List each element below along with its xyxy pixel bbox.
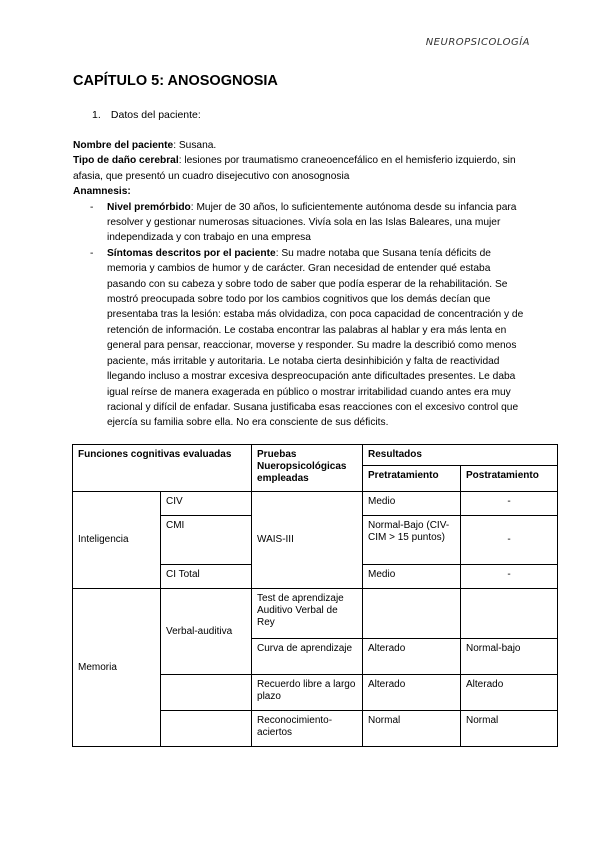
- subfunction-cell: CIV: [161, 492, 252, 516]
- subfunction-cell: CI Total: [161, 565, 252, 589]
- item-label: Nivel premórbido: [107, 201, 191, 213]
- patient-info: [73, 138, 528, 431]
- post-cell: -: [461, 492, 558, 516]
- header-functions: Funciones cognitivas evaluadas: [73, 445, 252, 492]
- function-intelligence: Inteligencia: [73, 492, 161, 589]
- list-item: [73, 200, 528, 246]
- dash-bullet: -: [90, 247, 94, 259]
- test-cell: Reconocimiento-aciertos: [252, 711, 363, 747]
- blank-cell: [161, 675, 252, 711]
- item-label: Síntomas descritos por el paciente: [107, 247, 276, 259]
- blank-cell: [161, 711, 252, 747]
- list-item: [73, 246, 528, 431]
- post-cell: Normal-bajo: [461, 639, 558, 675]
- subfunction-cell: CMI: [161, 516, 252, 565]
- header-post: Postratamiento: [461, 466, 558, 492]
- post-cell: [461, 589, 558, 639]
- pre-cell: Medio: [363, 565, 461, 589]
- pre-cell: [363, 589, 461, 639]
- function-memory: Memoria: [73, 589, 161, 747]
- pre-cell: Alterado: [363, 639, 461, 675]
- test-cell: Test de aprendizaje Auditivo Verbal de Rey: [252, 589, 363, 639]
- table-row: [73, 492, 558, 516]
- item-text: : Su madre notaba que Susana tenía déficits de memoria y cambios de humor y de carácter. Gran necesidad de entender qué estaba pasando con su cabeza y sobre todo de saber que podía esperar de la rehabilitación. Se mostró preocupada sobre todo por los cambios cognitivos que los demás decían que presentaba tras la lesión: estaba más olvidadiza, con poca capacidad de concentración y de retención de información. Le costaba encontrar las palabras al hablar y era más lenta en general para pensar, reaccionar, moverse y responder. Su madre la describió como menos paciente, más irritable y autoritaria. Le notaba cierta desinhibición y falta de reactividad llegando incluso a mostrar excesiva despreocupación ante dificultades presentes. Le daba igual reírse de manera exagerada en público o mostrar irritabilidad cuando antes era muy racional y difícil de enfadar. Susana justificaba esas reacciones con el excesivo control que ejercía su familia sobre ella. No era consciente de sus déficits.: [107, 247, 524, 429]
- dash-bullet: -: [90, 201, 94, 213]
- post-cell: -: [461, 565, 558, 589]
- item-text: : Mujer de 30 años, lo suficientemente autónoma desde su infancia para resolver y gestionar numerosas situaciones. Vivía sola en las Islas Baleares, una mujer independizada y con trabajo en una empresa: [107, 201, 517, 244]
- pre-cell: Medio: [363, 492, 461, 516]
- header-tests: Pruebas Nueropsicológicas empleadas: [252, 445, 363, 492]
- pre-cell: Normal: [363, 711, 461, 747]
- table-row: [73, 589, 558, 639]
- pre-cell: Alterado: [363, 675, 461, 711]
- anamnesis-line: [73, 184, 528, 199]
- patient-name-line: [73, 138, 528, 153]
- patient-name-label: Nombre del paciente: [73, 140, 174, 151]
- anamnesis-label: Anamnesis: [73, 186, 128, 198]
- running-header: NEUROPSICOLOGÍA: [425, 37, 530, 48]
- post-cell: Normal: [461, 711, 558, 747]
- section-label: Datos del paciente:: [110, 109, 201, 121]
- post-cell: Alterado: [461, 675, 558, 711]
- post-cell: -: [461, 516, 558, 565]
- chapter-title: CAPÍTULO 5: ANOSOGNOSIA: [73, 73, 278, 89]
- subfunction-verbal: Verbal-auditiva: [161, 589, 252, 675]
- table-header-row: [73, 445, 558, 466]
- test-cell: Curva de aprendizaje: [252, 639, 363, 675]
- results-table: [72, 444, 558, 747]
- header-results: Resultados: [363, 445, 558, 466]
- damage-label: Tipo de daño cerebral: [73, 155, 179, 167]
- patient-name-value: : Susana.: [173, 140, 217, 151]
- test-wais: WAIS-III: [252, 492, 363, 589]
- section-number: 1.: [92, 109, 101, 121]
- anamnesis-list: [73, 200, 528, 431]
- damage-line: [73, 153, 528, 184]
- header-pre: Pretratamiento: [363, 466, 461, 492]
- test-cell: Recuerdo libre a largo plazo: [252, 675, 363, 711]
- pre-cell: Normal-Bajo (CIV-CIM > 15 puntos): [363, 516, 461, 565]
- section-heading: [92, 109, 201, 121]
- damage-value: : lesiones por traumatismo craneoencefálico en el hemisferio izquierdo, sin afasia, que presentó un cuadro disejecutivo con anosognosia: [73, 155, 516, 182]
- anamnesis-colon: :: [127, 186, 131, 198]
